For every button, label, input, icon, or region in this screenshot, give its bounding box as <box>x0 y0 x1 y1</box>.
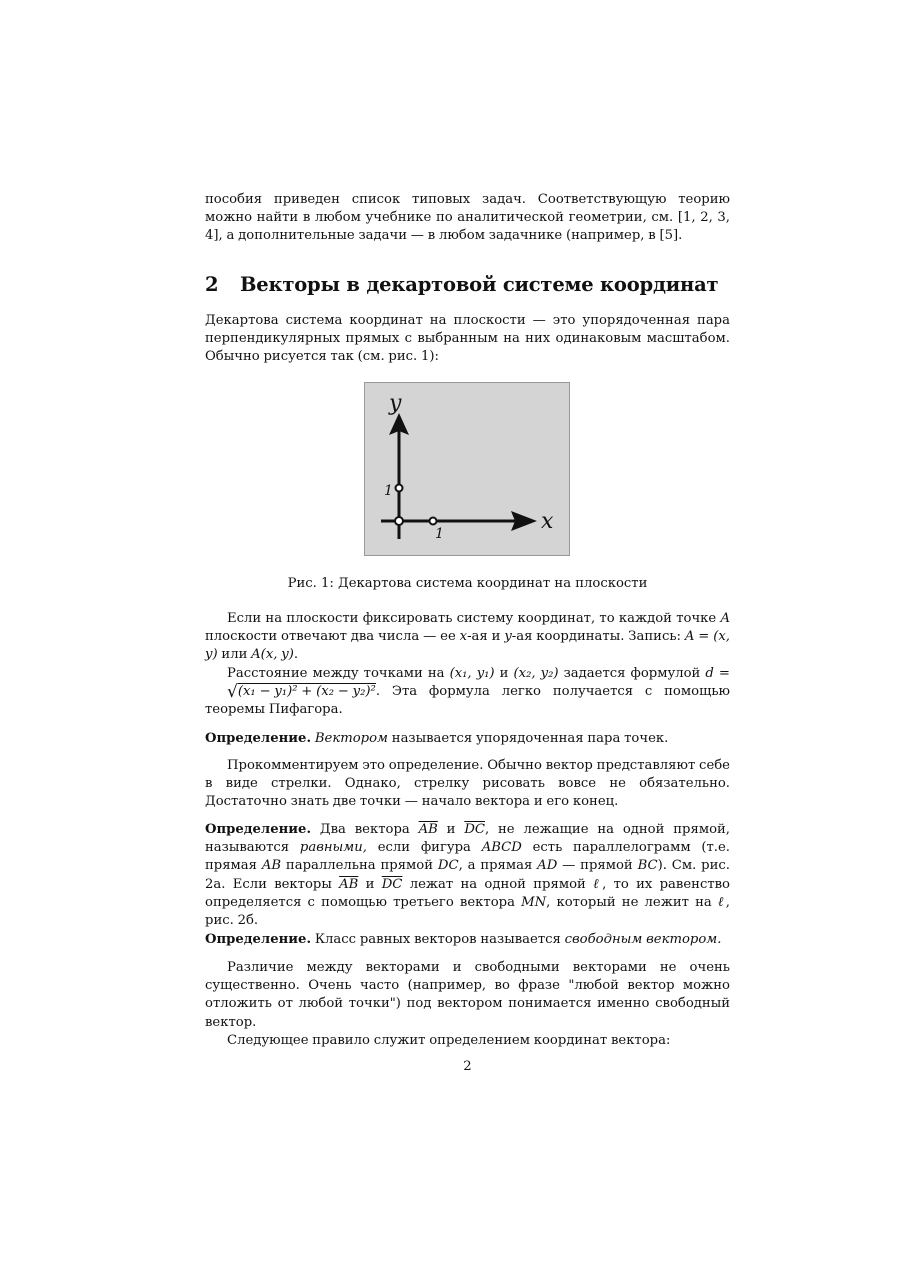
section-heading <box>205 272 730 298</box>
axes-diagram <box>365 383 569 555</box>
definition-free-vector-text: Определение. Класс равных векторов называется свободным вектором. <box>205 932 722 947</box>
definition-equal-text: Определение. Два вектора $\overline{AB}$ и $\overline{DC}$, не лежащие на одной прямой, называются равными, если фигура ABCD есть параллелограмм (т.е. прямая AB параллельна прямой DC, а прямая AD — прямой BC). См. рис. 2а. Если векторы $\overline{AB}$ и $\overline{DC}$ лежат на одной прямой ℓ, то их равенство определяется с помощью третьего вектора MN, который не лежит на ℓ, рис. 2б. <box>205 822 730 929</box>
difference-paragraph <box>205 959 730 1050</box>
x-unit-point <box>430 518 437 525</box>
y-tick-label: 1 <box>384 483 393 499</box>
definition-vector <box>205 730 730 748</box>
comment-text: Прокомментируем это определение. Обычно вектор представляют себе в виде стрелки. Однако, стрелку рисовать вовсе не обязательно. Достаточно знать две точки — начало вектора и его конец. <box>205 758 730 810</box>
x-axis-label: x <box>541 509 554 534</box>
section-title: Векторы в декартовой системе координат <box>240 273 719 296</box>
y-unit-point <box>396 485 403 492</box>
definition-free-vector <box>205 931 730 949</box>
definition-vector-text: Определение. Вектором называется упорядоченная пара точек. <box>205 731 669 746</box>
difference-text: Различие между векторами и свободными векторами не очень существенно. Очень часто (например, во фразе "любой вектор можно отложить от любой точки") под вектором понимается именно свободный вектор. <box>205 960 730 1030</box>
x-tick-label: 1 <box>435 526 444 542</box>
point-text: Если на плоскости фиксировать систему координат, то каждой точке A плоскости отвечают два числа — ее x-ая и y-ая координаты. Запись: A = (x, y) или A(x, y). <box>205 611 730 663</box>
rule-text: Следующее правило служит определением координат вектора: <box>227 1032 671 1048</box>
point-paragraph <box>205 610 730 719</box>
page-number: 2 <box>463 1059 472 1074</box>
figure-caption: Рис. 1: Декартова система координат на плоскости <box>287 576 648 591</box>
figure-coordinate-system <box>364 382 570 556</box>
cartesian-text: Декартова система координат на плоскости — это упорядоченная пара перпендикулярных прямых с выбранным на них одинаковым масштабом. Обычно рисуется так (см. рис. 1): <box>205 313 730 365</box>
distance-text: Расстояние между точками на (x₁, y₁) и (x₂, y₂) задается формулой d = √(x₁ − y₁)² + (x₂ − y₂)². Эта формула легко получается с помощью теоремы Пифагора. <box>205 665 730 718</box>
y-axis-label: y <box>389 391 402 416</box>
intro-text: пособия приведен список типовых задач. Соответствующую теорию можно найти в любом учебнике по аналитической геометрии, см. [1, 2, 3, 4], а дополнительные задачи — в любом задачнике (например, в [5]. <box>205 192 730 244</box>
definition-equal <box>205 821 730 930</box>
section-number: 2 <box>205 273 219 296</box>
intro-paragraph <box>205 191 730 246</box>
distance-formula: √(x₁ − y₁)² + (x₂ − y₂)² <box>227 681 376 702</box>
cartesian-paragraph <box>205 312 730 367</box>
origin-point <box>395 517 403 525</box>
comment-paragraph <box>205 757 730 812</box>
